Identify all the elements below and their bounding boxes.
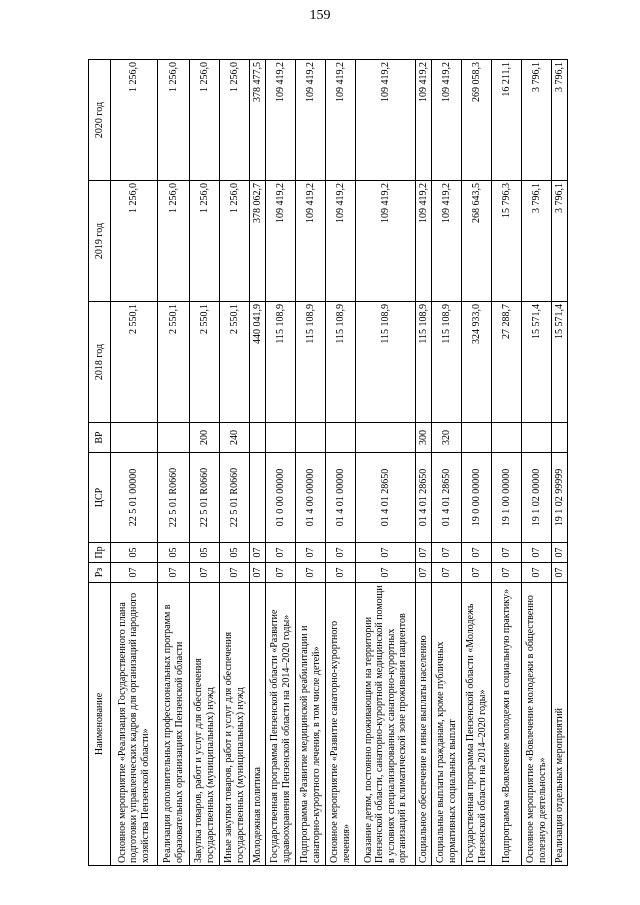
table-row bbox=[296, 60, 326, 866]
cell-pr: 07 bbox=[326, 543, 356, 563]
cell-csr: 19 1 02 00000 bbox=[522, 453, 552, 543]
table-header-row bbox=[89, 60, 111, 866]
cell-2020: 16 211,1 bbox=[492, 60, 522, 181]
cell-vr bbox=[522, 423, 552, 453]
cell-pr: 05 bbox=[220, 543, 250, 563]
cell-name: Основное мероприятие «Реализация Государственного плана подготовки управленческих кадров для организаций народного хозяйства Пензенской области» bbox=[111, 583, 158, 866]
cell-2018: 15 571,4 bbox=[552, 302, 568, 423]
cell-2020: 109 419,2 bbox=[266, 60, 296, 181]
cell-pr: 07 bbox=[492, 543, 522, 563]
cell-vr: 320 bbox=[432, 423, 462, 453]
cell-vr bbox=[158, 423, 190, 453]
cell-rz: 07 bbox=[296, 563, 326, 583]
cell-2020: 1 256,0 bbox=[190, 60, 220, 181]
cell-rz: 07 bbox=[266, 563, 296, 583]
header-pr: Пр bbox=[89, 543, 111, 563]
table-row bbox=[462, 60, 492, 866]
table-row bbox=[111, 60, 158, 866]
cell-2018: 15 571,4 bbox=[522, 302, 552, 423]
cell-2019: 3 796,1 bbox=[552, 181, 568, 302]
cell-vr: 200 bbox=[190, 423, 220, 453]
header-rz: Рз bbox=[89, 563, 111, 583]
table-row bbox=[250, 60, 266, 866]
table-row bbox=[190, 60, 220, 866]
cell-name: Государственная программа Пензенской области «Молодежь Пензенской области на 2014–2020 годы» bbox=[462, 583, 492, 866]
cell-name: Государственная программа Пензенской области «Развитие здравоохранения Пензенской области на 2014–2020 годы» bbox=[266, 583, 296, 866]
cell-csr: 01 4 01 28650 bbox=[416, 453, 432, 543]
cell-rz: 07 bbox=[462, 563, 492, 583]
table-row bbox=[220, 60, 250, 866]
cell-pr: 07 bbox=[356, 543, 416, 563]
cell-2018: 115 108,9 bbox=[296, 302, 326, 423]
cell-rz: 07 bbox=[492, 563, 522, 583]
cell-name: Основное мероприятие «Вовлечение молодежи в общественно полезную деятельность» bbox=[522, 583, 552, 866]
cell-2018: 115 108,9 bbox=[266, 302, 296, 423]
table-row bbox=[416, 60, 432, 866]
cell-csr: 19 0 00 00000 bbox=[462, 453, 492, 543]
cell-name: Реализация дополнительных профессиональных программ в образовательных организациях Пензенской области bbox=[158, 583, 190, 866]
header-csr: ЦСР bbox=[89, 453, 111, 543]
cell-rz: 07 bbox=[522, 563, 552, 583]
cell-2018: 440 041,9 bbox=[250, 302, 266, 423]
cell-vr bbox=[250, 423, 266, 453]
cell-name: Подпрограмма «Вовлечение молодежи в социальную практику» bbox=[492, 583, 522, 866]
cell-csr: 22 5 01 R0660 bbox=[190, 453, 220, 543]
cell-2019: 15 796,3 bbox=[492, 181, 522, 302]
cell-vr bbox=[111, 423, 158, 453]
cell-rz: 07 bbox=[190, 563, 220, 583]
cell-pr: 07 bbox=[432, 543, 462, 563]
cell-2018: 115 108,9 bbox=[326, 302, 356, 423]
cell-2019: 1 256,0 bbox=[190, 181, 220, 302]
cell-vr bbox=[462, 423, 492, 453]
cell-2019: 3 796,1 bbox=[522, 181, 552, 302]
table-row bbox=[432, 60, 462, 866]
table-row bbox=[266, 60, 296, 866]
cell-rz: 07 bbox=[432, 563, 462, 583]
cell-name: Закупка товаров, работ и услуг для обеспечения государственных (муниципальных) нужд bbox=[190, 583, 220, 866]
cell-vr bbox=[356, 423, 416, 453]
cell-name: Молодежная политика bbox=[250, 583, 266, 866]
cell-2019: 109 419,2 bbox=[416, 181, 432, 302]
table-row bbox=[158, 60, 190, 866]
cell-name: Подпрограмма «Развитие медицинской реабилитации и санаторно-курортного лечения, в том числе детей» bbox=[296, 583, 326, 866]
table-row bbox=[522, 60, 552, 866]
cell-vr: 300 bbox=[416, 423, 432, 453]
cell-2018: 27 288,7 bbox=[492, 302, 522, 423]
cell-pr: 05 bbox=[158, 543, 190, 563]
cell-2020: 109 419,2 bbox=[416, 60, 432, 181]
table-row bbox=[552, 60, 568, 866]
cell-2020: 109 419,2 bbox=[326, 60, 356, 181]
cell-2019: 1 256,0 bbox=[220, 181, 250, 302]
cell-pr: 07 bbox=[522, 543, 552, 563]
table-row bbox=[492, 60, 522, 866]
cell-name: Иные закупки товаров, работ и услуг для обеспечения государственных (муниципальных) нужд bbox=[220, 583, 250, 866]
cell-2020: 3 796,1 bbox=[552, 60, 568, 181]
cell-rz: 07 bbox=[416, 563, 432, 583]
cell-2019: 1 256,0 bbox=[111, 181, 158, 302]
cell-pr: 05 bbox=[111, 543, 158, 563]
cell-name: Социальные выплаты гражданам, кроме публичных нормативных социальных выплат bbox=[432, 583, 462, 866]
cell-csr: 22 5 01 00000 bbox=[111, 453, 158, 543]
rotated-table-frame bbox=[88, 60, 565, 866]
cell-pr: 07 bbox=[416, 543, 432, 563]
cell-2020: 1 256,0 bbox=[220, 60, 250, 181]
table-row bbox=[356, 60, 416, 866]
cell-2020: 1 256,0 bbox=[111, 60, 158, 181]
cell-2018: 115 108,9 bbox=[416, 302, 432, 423]
header-name: Наименование bbox=[89, 583, 111, 866]
cell-pr: 07 bbox=[266, 543, 296, 563]
cell-2020: 3 796,1 bbox=[522, 60, 552, 181]
cell-csr: 19 1 00 00000 bbox=[492, 453, 522, 543]
cell-pr: 07 bbox=[250, 543, 266, 563]
cell-2019: 109 419,2 bbox=[266, 181, 296, 302]
cell-rz: 07 bbox=[111, 563, 158, 583]
cell-rz: 07 bbox=[220, 563, 250, 583]
cell-pr: 05 bbox=[190, 543, 220, 563]
cell-csr: 22 5 01 R0660 bbox=[158, 453, 190, 543]
cell-2020: 1 256,0 bbox=[158, 60, 190, 181]
header-2019: 2019 год bbox=[89, 181, 111, 302]
cell-2020: 109 419,2 bbox=[432, 60, 462, 181]
cell-rz: 07 bbox=[250, 563, 266, 583]
cell-2019: 109 419,2 bbox=[326, 181, 356, 302]
cell-csr bbox=[250, 453, 266, 543]
cell-2019: 268 643,5 bbox=[462, 181, 492, 302]
cell-2019: 109 419,2 bbox=[432, 181, 462, 302]
cell-vr bbox=[492, 423, 522, 453]
header-2018: 2018 год bbox=[89, 302, 111, 423]
budget-table bbox=[88, 59, 568, 866]
cell-2018: 2 550,1 bbox=[111, 302, 158, 423]
cell-csr: 01 4 01 00000 bbox=[326, 453, 356, 543]
cell-pr: 07 bbox=[552, 543, 568, 563]
cell-2020: 109 419,2 bbox=[296, 60, 326, 181]
cell-vr bbox=[326, 423, 356, 453]
cell-pr: 07 bbox=[296, 543, 326, 563]
cell-2020: 269 058,3 bbox=[462, 60, 492, 181]
cell-2018: 2 550,1 bbox=[190, 302, 220, 423]
cell-2018: 2 550,1 bbox=[220, 302, 250, 423]
cell-2019: 109 419,2 bbox=[296, 181, 326, 302]
budget-table-wrapper bbox=[88, 60, 565, 866]
cell-rz: 07 bbox=[326, 563, 356, 583]
cell-2018: 2 550,1 bbox=[158, 302, 190, 423]
cell-vr: 240 bbox=[220, 423, 250, 453]
cell-2018: 324 933,0 bbox=[462, 302, 492, 423]
cell-name: Основное мероприятие «Развитие санаторно-курортного лечения» bbox=[326, 583, 356, 866]
cell-vr bbox=[552, 423, 568, 453]
cell-2018: 115 108,9 bbox=[356, 302, 416, 423]
cell-rz: 07 bbox=[552, 563, 568, 583]
cell-csr: 19 1 02 99999 bbox=[552, 453, 568, 543]
cell-2020: 109 419,2 bbox=[356, 60, 416, 181]
cell-name: Оказание детям, постоянно проживающим на территории Пензенской области, санаторно-курортной медицинской помощи в условиях специализированных санаторно-курортных организаций в климатической зоне проживания пациентов bbox=[356, 583, 416, 866]
page-number: 159 bbox=[309, 8, 331, 23]
cell-2018: 115 108,9 bbox=[432, 302, 462, 423]
cell-name: Реализация отдельных мероприятий bbox=[552, 583, 568, 866]
cell-2020: 378 477,5 bbox=[250, 60, 266, 181]
table-row bbox=[326, 60, 356, 866]
cell-csr: 22 5 01 R0660 bbox=[220, 453, 250, 543]
cell-csr: 01 4 00 00000 bbox=[296, 453, 326, 543]
cell-csr: 01 4 01 28650 bbox=[356, 453, 416, 543]
cell-2019: 109 419,2 bbox=[356, 181, 416, 302]
cell-rz: 07 bbox=[356, 563, 416, 583]
cell-csr: 01 4 01 28650 bbox=[432, 453, 462, 543]
cell-2019: 378 062,7 bbox=[250, 181, 266, 302]
cell-name: Социальное обеспечение и иные выплаты населению bbox=[416, 583, 432, 866]
header-2020: 2020 год bbox=[89, 60, 111, 181]
cell-vr bbox=[266, 423, 296, 453]
cell-csr: 01 0 00 00000 bbox=[266, 453, 296, 543]
cell-2019: 1 256,0 bbox=[158, 181, 190, 302]
cell-pr: 07 bbox=[462, 543, 492, 563]
cell-vr bbox=[296, 423, 326, 453]
header-vr: ВР bbox=[89, 423, 111, 453]
cell-rz: 07 bbox=[158, 563, 190, 583]
